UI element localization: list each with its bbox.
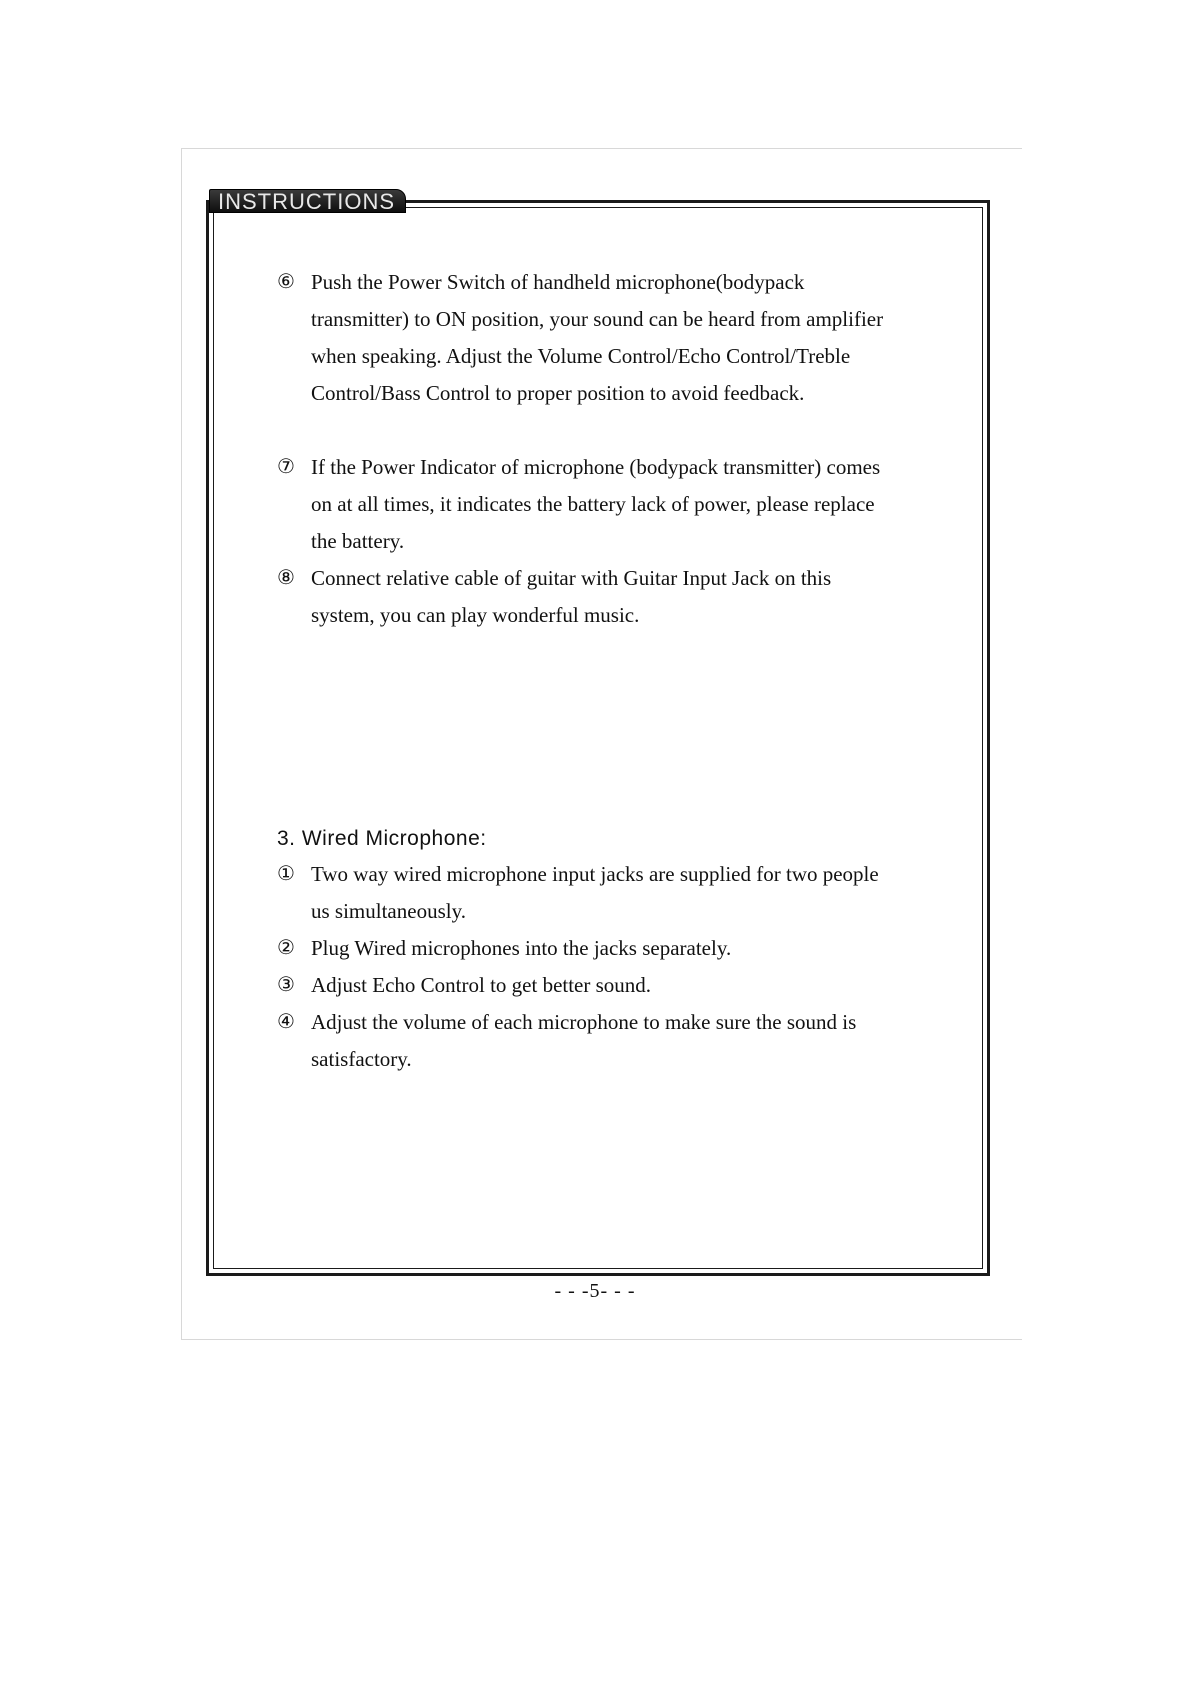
item-text: Adjust Echo Control to get better sound. — [311, 973, 652, 997]
item-marker: ⑧ — [277, 567, 295, 589]
item-marker: ⑥ — [277, 271, 295, 293]
wired-item-2 — [276, 930, 896, 967]
wired-item-4 — [276, 1004, 896, 1078]
page-number: - - -5- - - — [554, 1280, 636, 1302]
item-marker: ③ — [277, 974, 295, 996]
item-marker: ② — [277, 937, 295, 959]
instruction-item-6 — [276, 264, 896, 412]
item-text: Connect relative cable of guitar with Guitar Input Jack on this system, you can play wonderful music. — [311, 566, 832, 627]
instructions-tab: INSTRUCTIONS — [209, 189, 406, 213]
item-marker: ④ — [277, 1011, 295, 1033]
instruction-item-7 — [276, 449, 896, 560]
item-text: Push the Power Switch of handheld microphone(bodypack transmitter) to ON position, your sound can be heard from amplifier when speaking. Adjust the Volume Control/Echo Control/Treble Control/Bass Control to proper position to avoid feedback. — [311, 270, 884, 405]
wired-item-1 — [276, 856, 896, 930]
item-text: Plug Wired microphones into the jacks separately. — [311, 936, 732, 960]
item-marker: ① — [277, 863, 295, 885]
section-title-wired-microphone: 3. Wired Microphone: — [277, 827, 487, 850]
wired-item-3 — [276, 967, 896, 1004]
item-marker: ⑦ — [277, 456, 295, 478]
item-text: If the Power Indicator of microphone (bodypack transmitter) comes on at all times, it indicates the battery lack of power, please replace the battery. — [311, 455, 881, 553]
item-text: Two way wired microphone input jacks are supplied for two people us simultaneously. — [311, 862, 879, 923]
item-text: Adjust the volume of each microphone to make sure the sound is satisfactory. — [311, 1010, 857, 1071]
instruction-item-8 — [276, 560, 896, 634]
